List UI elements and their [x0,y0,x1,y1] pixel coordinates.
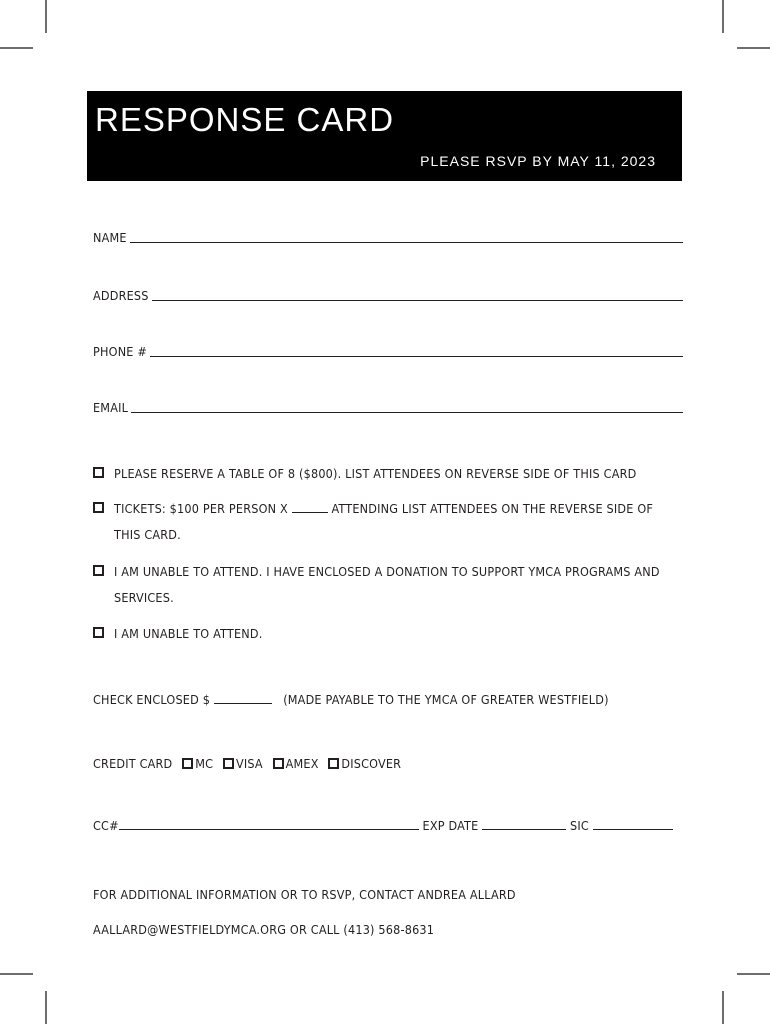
contact-info: FOR ADDITIONAL INFORMATION OR TO RSVP, CONTACT ANDREA ALLARD [93,887,516,902]
visa-label: VISA [235,756,263,771]
check-note: (MADE PAYABLE TO THE YMCA OF GREATER WESTFIELD) [283,692,609,707]
name-label: NAME [93,230,127,245]
option-tickets [93,496,683,548]
mc-label: MC [195,756,214,771]
reserve-table-checkbox[interactable] [93,467,104,478]
sic-label: SIC [569,818,589,833]
name-line[interactable] [130,241,683,243]
address-label: ADDRESS [93,288,149,303]
discover-label: DISCOVER [341,756,402,771]
email-line[interactable] [131,411,683,413]
sic-blank[interactable] [593,829,673,830]
tickets-label: TICKETS: $100 PER PERSON X [114,501,288,516]
mc-checkbox[interactable] [182,758,193,769]
phone-line[interactable] [150,355,683,357]
check-amount-blank[interactable] [214,703,272,704]
visa-checkbox[interactable] [223,758,234,769]
crop-mark [45,0,47,33]
credit-card-label: CREDIT CARD [93,756,173,771]
crop-mark [722,991,724,1024]
crop-mark [737,973,770,975]
credit-card-row [93,756,693,772]
name-field[interactable] [93,225,683,245]
address-field[interactable] [93,283,683,303]
rsvp-deadline: PLEASE RSVP BY MAY 11, 2023 [420,153,656,169]
exp-date-blank[interactable] [482,829,566,830]
phone-label: PHONE # [93,344,148,359]
exp-label: EXP DATE [422,818,479,833]
donation-checkbox[interactable] [93,565,104,576]
address-line[interactable] [152,299,683,301]
reserve-table-label: PLEASE RESERVE A TABLE OF 8 ($800). LIST ATTENDEES ON REVERSE SIDE OF THIS CARD [114,466,637,481]
discover-checkbox[interactable] [328,758,339,769]
option-unable [93,621,683,647]
header-banner [87,91,682,181]
amex-checkbox[interactable] [273,758,284,769]
contact-email-phone[interactable]: AALLARD@WESTFIELDYMCA.ORG OR CALL (413) 568-8631 [93,922,435,937]
unable-label: I AM UNABLE TO ATTEND. [114,626,263,641]
cc-label: CC# [93,818,119,833]
unable-checkbox[interactable] [93,627,104,638]
crop-mark [0,47,33,49]
crop-mark [0,973,33,975]
phone-field[interactable] [93,339,683,359]
crop-mark [722,0,724,33]
cc-row [93,818,693,834]
ticket-count-blank[interactable] [292,512,328,513]
email-field[interactable] [93,395,683,415]
crop-mark [45,991,47,1024]
check-row [93,692,693,708]
check-label: CHECK ENCLOSED $ [93,692,211,707]
tickets-label-cont: ATTENDING LIST ATTENDEES ON THE REVERSE SIDE OF THIS CARD. [114,501,654,542]
email-label: EMAIL [93,400,129,415]
crop-mark [737,47,770,49]
donation-label: I AM UNABLE TO ATTEND. I HAVE ENCLOSED A DONATION TO SUPPORT YMCA PROGRAMS AND SERVICES. [114,564,660,605]
amex-label: AMEX [285,756,319,771]
option-donation [93,559,683,611]
cc-number-blank[interactable] [119,829,419,830]
tickets-checkbox[interactable] [93,502,104,513]
option-reserve-table [93,461,683,487]
card-title: RESPONSE CARD [95,101,395,138]
